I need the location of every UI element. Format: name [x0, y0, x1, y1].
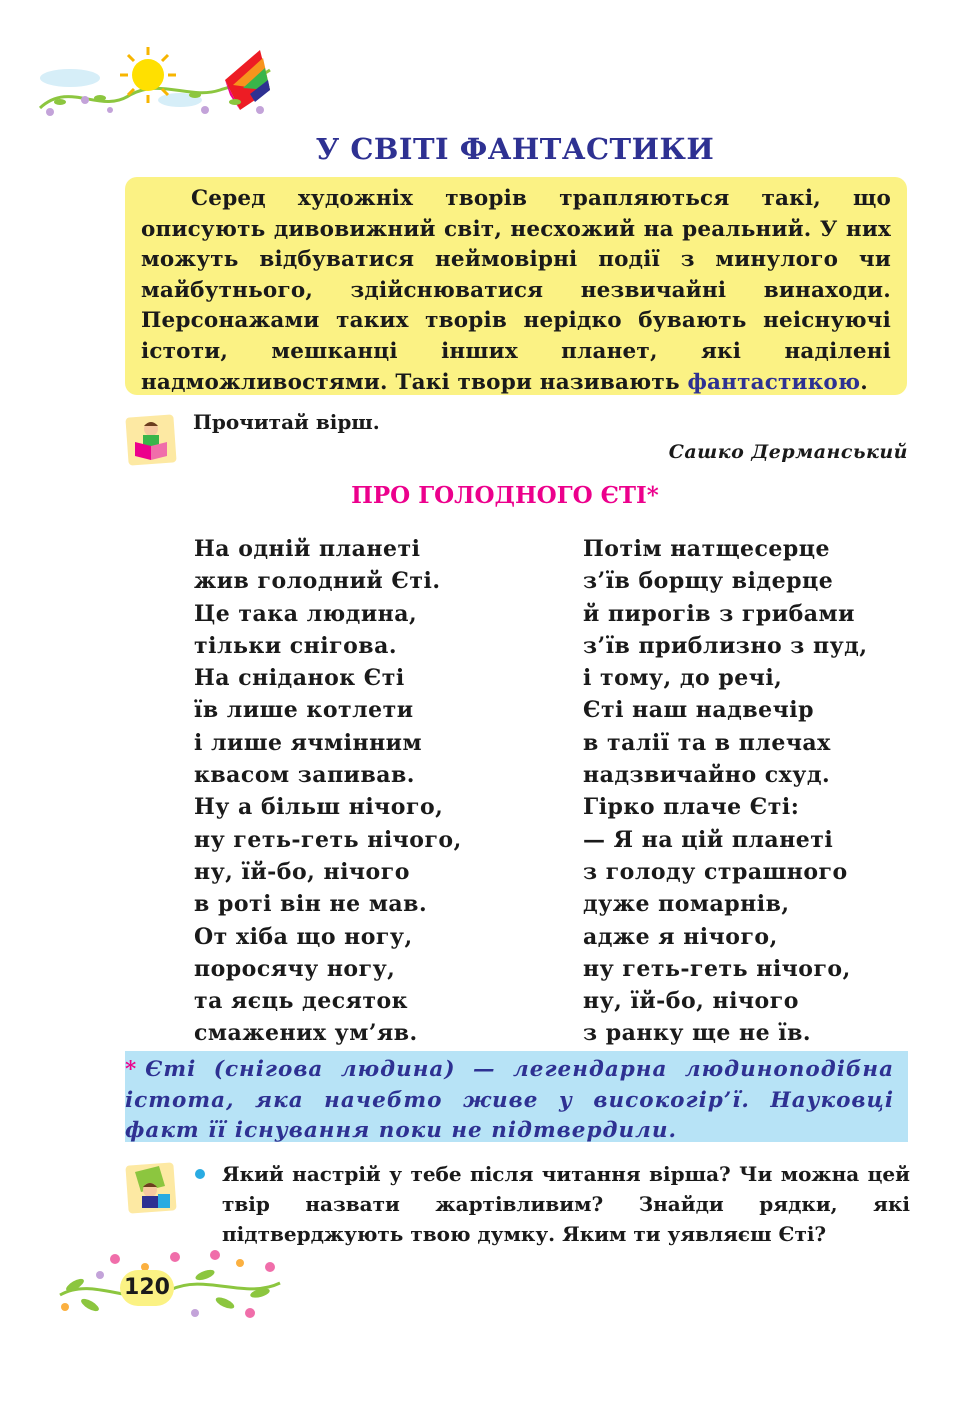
poem-line: дуже помарнів,: [583, 891, 790, 918]
poem-title: ПРО ГОЛОДНОГО ЄТІ*: [351, 482, 659, 509]
footnote-text: [125, 1055, 894, 1147]
poem-line: Потім натщесерце: [583, 536, 831, 562]
poem-line: ну, їй-бо, нічого: [583, 988, 799, 1015]
poem-author: Сашко Дерманський: [668, 441, 908, 463]
intro-text-part: Серед художніх творів трапляються такі, що описують дивовижний світ, несхожий на реальний. У них можуть відбуватися неймовірні події з минулого чи майбутнього, здійснюватися незвичайні винаходи. Персонажами таких творів нерідко бувають неіснуючі істоти, мешканці інших планет, які наділені надможливостями. Такі твори називають: [141, 186, 891, 395]
question-text: Який настрій у тебе після читання вірша? Чи можна цей твір назвати жартівливим? Знайди рядки, які підтверджують твою думку. Яким ти уявляєш Єті?: [222, 1162, 910, 1246]
poem-line: Єті наш надвечір: [583, 697, 814, 724]
poem-line: От хіба що ногу,: [194, 923, 413, 950]
poem-line: ну геть-геть нічого,: [194, 826, 462, 853]
poem-line: надзвичайно схуд.: [583, 762, 831, 789]
poem-line: На сніданок Єті: [194, 665, 405, 692]
intro-definition-box: [125, 177, 907, 395]
poem-line: ну, їй-бо, нічого: [194, 858, 410, 885]
child-thinking-icon: [125, 1160, 180, 1216]
page-number: 120: [120, 1270, 174, 1306]
read-task-label: Прочитай вірш.: [193, 410, 380, 434]
sun-kite-decoration-icon: [30, 40, 290, 140]
poem-column-left: [194, 533, 462, 1050]
poem-line: в талії та в плечах: [583, 729, 831, 756]
poem-line: та яєць десяток: [194, 988, 409, 1015]
poem-line: з голоду страшного: [583, 858, 848, 885]
child-reading-book-icon: [125, 412, 180, 468]
poem-line: й пирогів з грибами: [583, 600, 855, 627]
poem-line: смажених ум’яв.: [194, 1020, 418, 1047]
poem-line: їв лише котлети: [194, 697, 414, 724]
poem-line: і лише ячмінним: [194, 729, 423, 756]
poem-line: тільки снігова.: [194, 632, 398, 659]
poem-line: квасом запивав.: [194, 762, 415, 789]
poem-line: Ну а більш нічого,: [194, 794, 444, 821]
poem-line: На одній планеті: [194, 536, 421, 562]
intro-paragraph: [141, 184, 891, 398]
footnote-star: *: [125, 1057, 138, 1082]
poem-line: поросячу ногу,: [194, 955, 396, 982]
poem-line: жив голодний Єті.: [194, 568, 441, 595]
footnote-box: [125, 1051, 908, 1142]
poem-line: з’їв борщу відерце: [583, 568, 834, 595]
poem-line: Це така людина,: [194, 600, 418, 627]
poem-line: з’їв приблизно з пуд,: [583, 632, 868, 659]
poem-column-right: [583, 533, 868, 1050]
poem-line: в роті він не мав.: [194, 891, 428, 918]
poem-line: і тому, до речі,: [583, 665, 783, 692]
bullet-dot-icon: [195, 1169, 205, 1179]
poem-line: адже я нічого,: [583, 923, 778, 950]
footnote-body: Єті (снігова людина) — легендарна людиноподібна істота, яка начебто живе у високогір’ї. Науковці факт її існування поки не підтвердили.: [125, 1057, 894, 1143]
intro-term: фантастикою: [687, 369, 861, 395]
poem-line: — Я на цій планеті: [583, 826, 834, 853]
poem-line: з ранку ще не їв.: [583, 1020, 812, 1047]
intro-text-end: .: [860, 369, 868, 395]
poem-line: Гірко плаче Єті:: [583, 794, 800, 821]
section-title: У СВІТІ ФАНТАСТИКИ: [315, 132, 715, 166]
poem-line: ну геть-геть нічого,: [583, 955, 851, 982]
